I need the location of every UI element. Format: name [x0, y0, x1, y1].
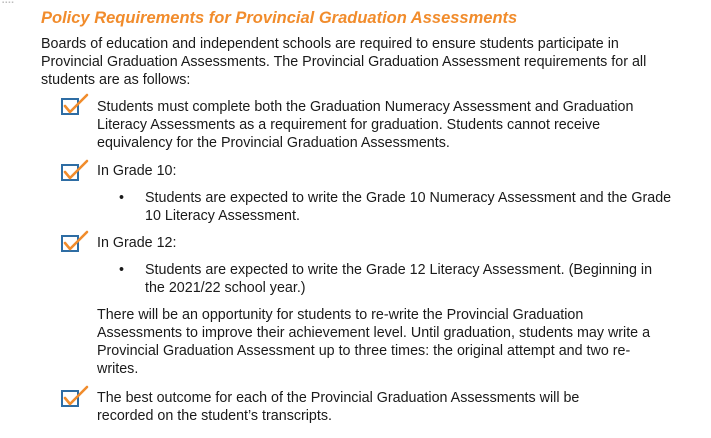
- section-heading: Policy Requirements for Provincial Graduation Assessments: [41, 9, 518, 27]
- rewrite-note-paragraph: There will be an opportunity for students to re-write the Provincial Graduation Assessments to improve their achievement level. Until graduation, students may write a Provincial Graduation Assessment up to three times: the original attempt and two re-writes.: [97, 307, 651, 377]
- bullet-text: Students are expected to write the Grade 12 Literacy Assessment. (Beginning in the 2021/22 school year.): [145, 262, 653, 296]
- bullet-glyph: •: [119, 262, 125, 278]
- bullet-text: Students are expected to write the Grade 10 Numeracy Assessment and the Grade 10 Literacy Assessment.: [145, 190, 672, 224]
- checked-box-icon: [60, 159, 90, 185]
- requirement-item-3: In Grade 12:: [97, 235, 177, 251]
- requirement-item-2: In Grade 10:: [97, 163, 177, 179]
- checked-box-icon: [60, 385, 90, 411]
- intro-paragraph: Boards of education and independent schools are required to ensure students participate in Provincial Graduation Assessments. The Provincial Graduation Assessment requirements for all students are as follows:: [41, 36, 647, 88]
- bullet-glyph: •: [119, 190, 125, 206]
- checked-box-icon: [60, 93, 90, 119]
- requirement-item-4: The best outcome for each of the Provincial Graduation Assessments will be recorded on the student’s transcripts.: [97, 390, 580, 424]
- checked-box-icon: [60, 230, 90, 256]
- requirement-item-1: Students must complete both the Graduation Numeracy Assessment and Graduation Literacy Assessments as a requirement for graduation. Students cannot receive equivalency for the Provincial Graduation Assessments.: [97, 99, 634, 151]
- top-edge-marks: ▪▪▪▪: [2, 0, 15, 6]
